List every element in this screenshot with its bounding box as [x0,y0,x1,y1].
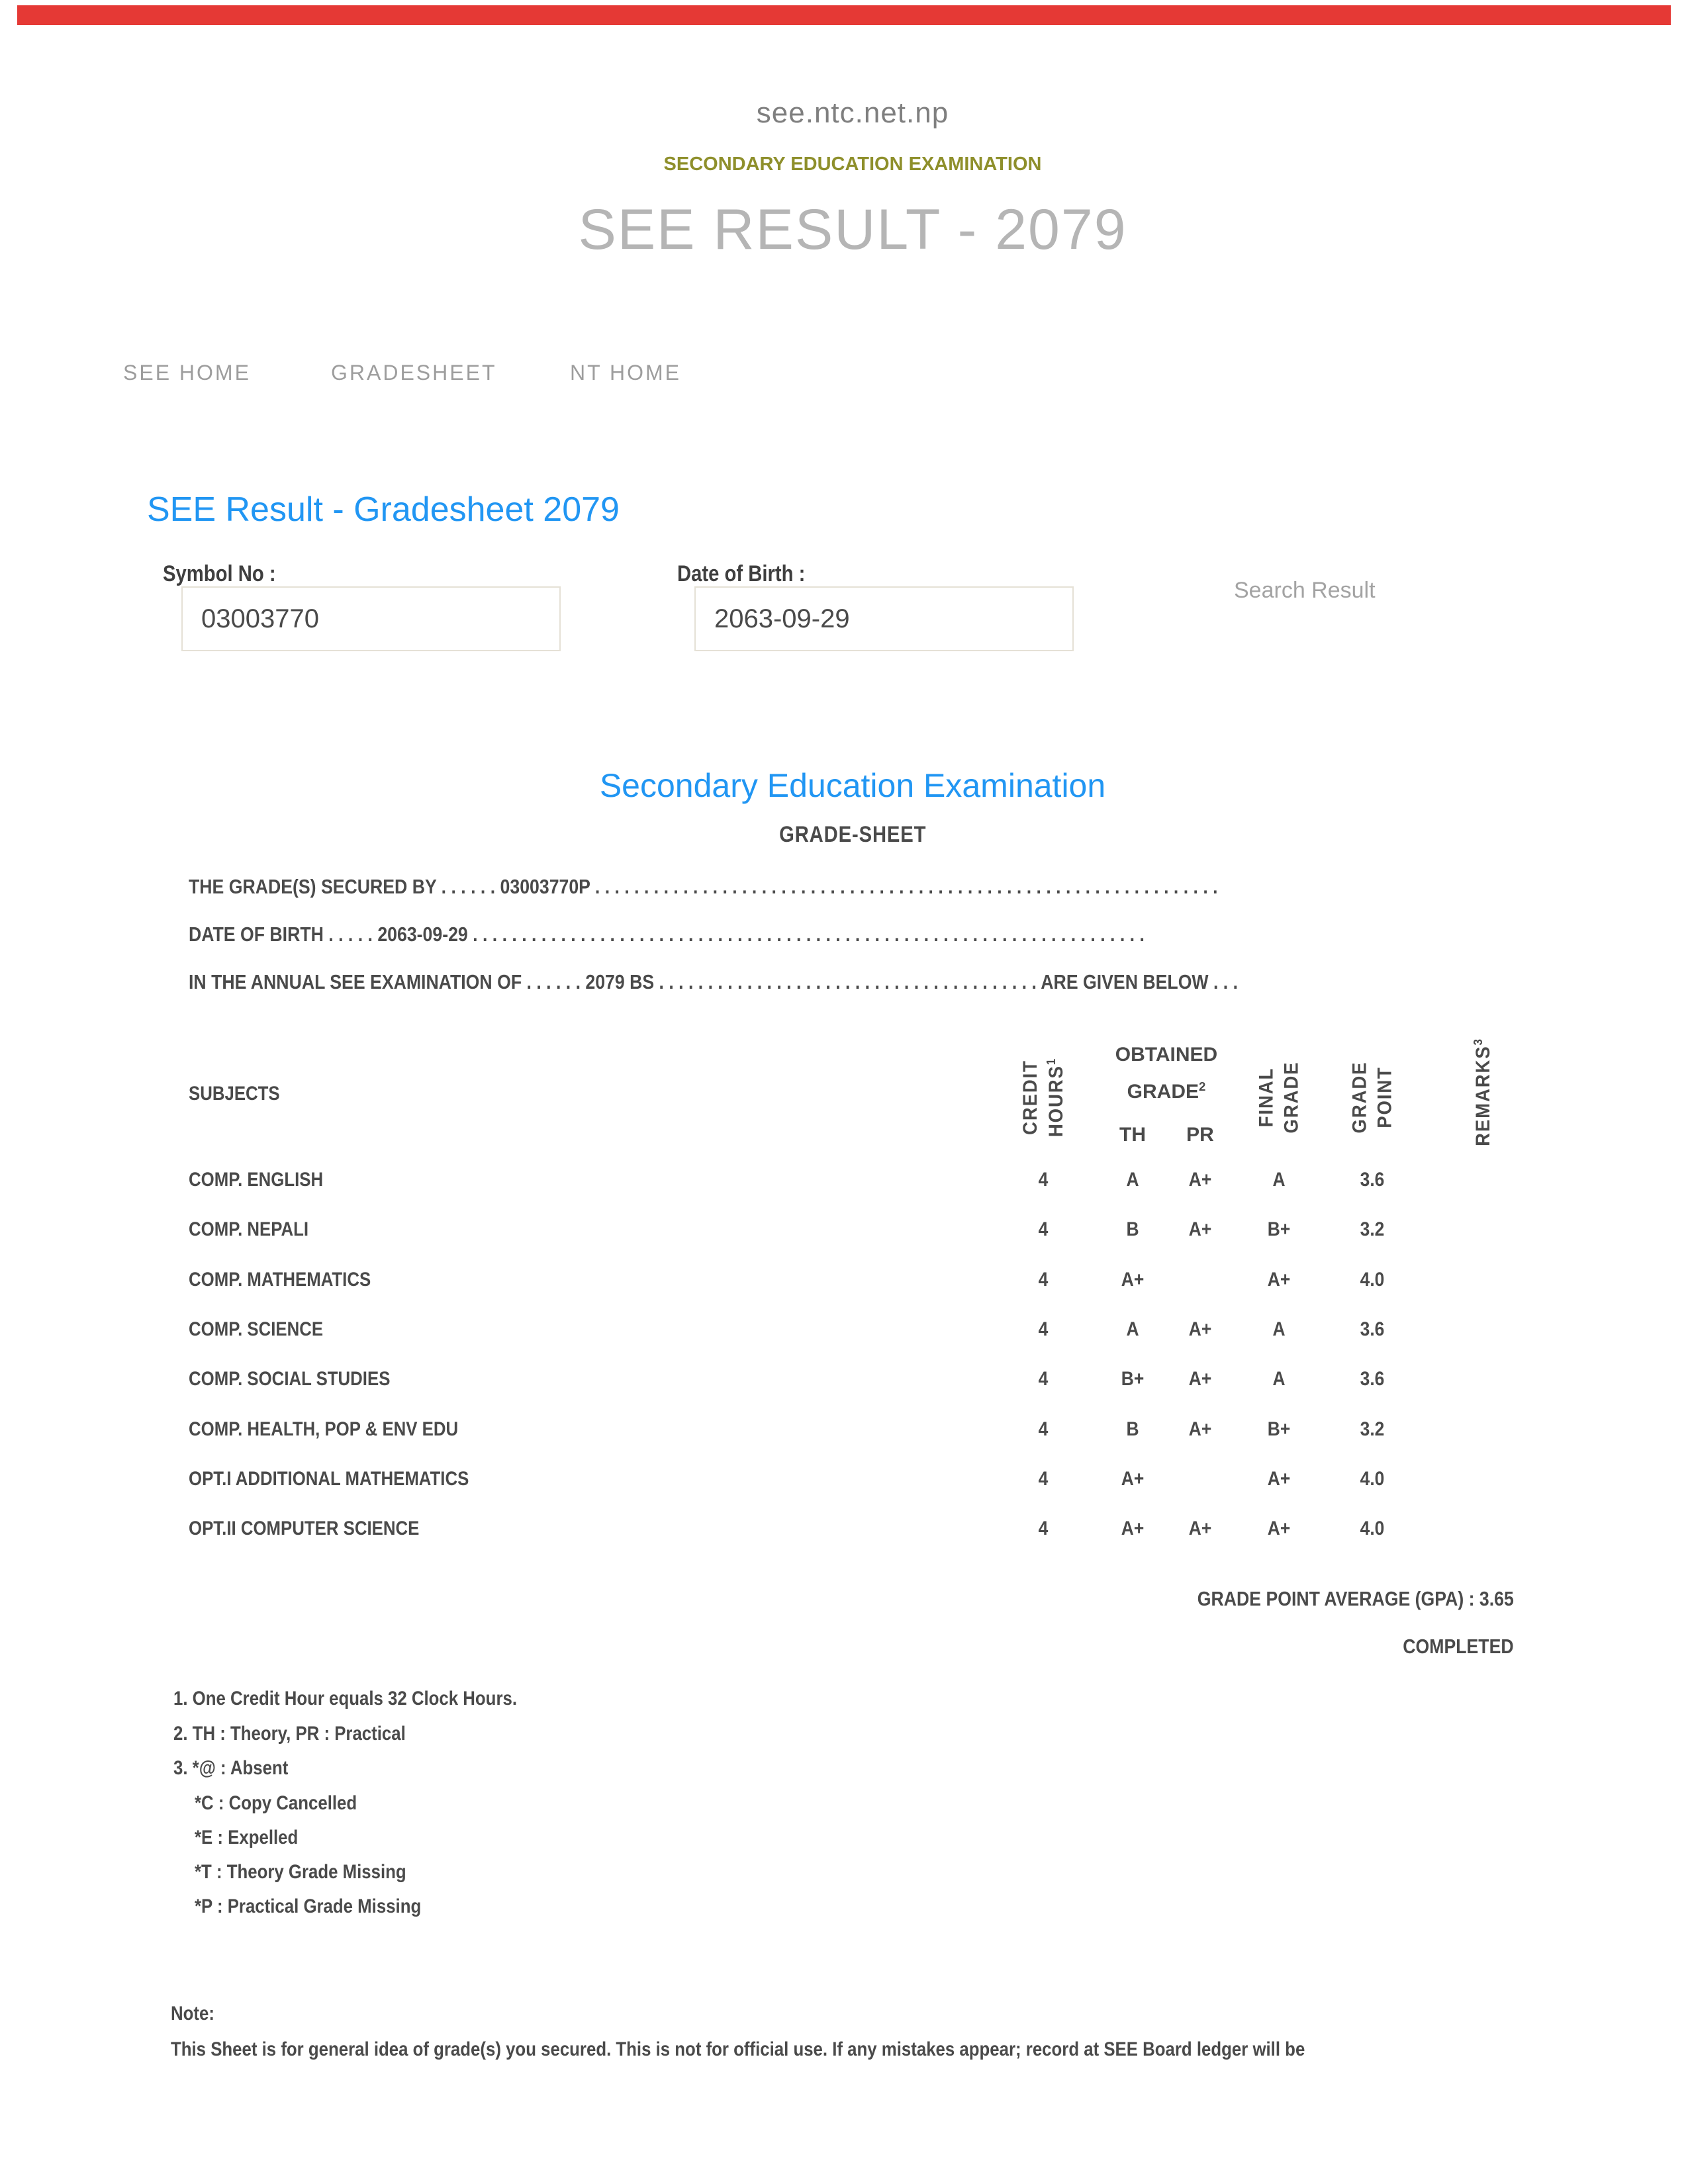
note-text: This Sheet is for general idea of grade(s) you secured. This is not for official use. If any mistakes appear; record at SEE Board ledger will be [171,2038,1305,2060]
exam-year-line: IN THE ANNUAL SEE EXAMINATION OF . . . . . . 2079 BS . . . . . . . . . . . . . . . . . . . . . . . . . . . . . . . . . . . . . . . ARE GIVEN BELOW . . . [189,970,1239,993]
footnote-theory-missing: *T : Theory Grade Missing [195,1861,406,1883]
nav-gradesheet[interactable]: GRADESHEET [331,361,497,385]
symbol-no-input[interactable] [181,586,561,651]
footnote-1: 1. One Credit Hour equals 32 Clock Hours. [173,1688,518,1709]
col-header-final-grade: FINAL GRADE [1255,1061,1302,1134]
dob-label: Date of Birth : [677,561,806,586]
site-title: see.ntc.net.np [756,97,949,129]
section-heading: SEE Result - Gradesheet 2079 [147,490,620,529]
col-header-remarks: REMARKS$^3$ [1470,1038,1494,1146]
symbol-no-label: Symbol No : [163,561,276,586]
gradesheet-heading: Secondary Education Examination [599,767,1106,804]
col-header-credit-hours: CREDIT HOURS$^1$ [1019,1057,1067,1138]
nav-see-home[interactable]: SEE HOME [123,361,251,385]
nav-nt-home[interactable]: NT HOME [570,361,681,385]
col-header-subjects: SUBJECTS [189,1083,280,1105]
col-header-grade-point: GRADE POINT [1348,1061,1395,1134]
note-label: Note: [171,2003,214,2025]
col-header-th: TH [1119,1124,1146,1146]
status-completed: COMPLETED [1403,1635,1514,1658]
footnote-copy-cancelled: *C : Copy Cancelled [195,1792,357,1814]
col-header-obtained-grade: OBTAINED GRADE$^2$ [1115,1044,1218,1103]
page-title: SEE RESULT - 2079 [578,198,1127,261]
footnote-3: 3. *@ : Absent [173,1757,289,1779]
gpa-line: GRADE POINT AVERAGE (GPA) : 3.65 [1197,1587,1514,1610]
dob-input[interactable] [694,586,1074,651]
footnote-expelled: *E : Expelled [195,1827,299,1848]
footnote-practical-missing: *P : Practical Grade Missing [195,1895,422,1917]
secured-by-line: THE GRADE(S) SECURED BY . . . . . . 03003770P . . . . . . . . . . . . . . . . . . . . . . . . . . . . . . . . . . . . . . . . . . . . . . . . . . . . . . . . . . . . . . . . [189,875,1218,898]
footnote-2: 2. TH : Theory, PR : Practical [173,1723,406,1745]
dob-line: DATE OF BIRTH . . . . . 2063-09-29 . . . . . . . . . . . . . . . . . . . . . . . . . . . . . . . . . . . . . . . . . . . . . . . . . . . . . . . . . . . . . . . . . . . . . [189,923,1145,946]
top-red-bar [17,5,1671,25]
gradesheet-subheading: GRADE-SHEET [778,822,927,847]
exam-subtitle: SECONDARY EDUCATION EXAMINATION [663,154,1042,175]
search-result-button[interactable]: Search Result [1230,577,1380,604]
col-header-pr: PR [1186,1124,1214,1146]
